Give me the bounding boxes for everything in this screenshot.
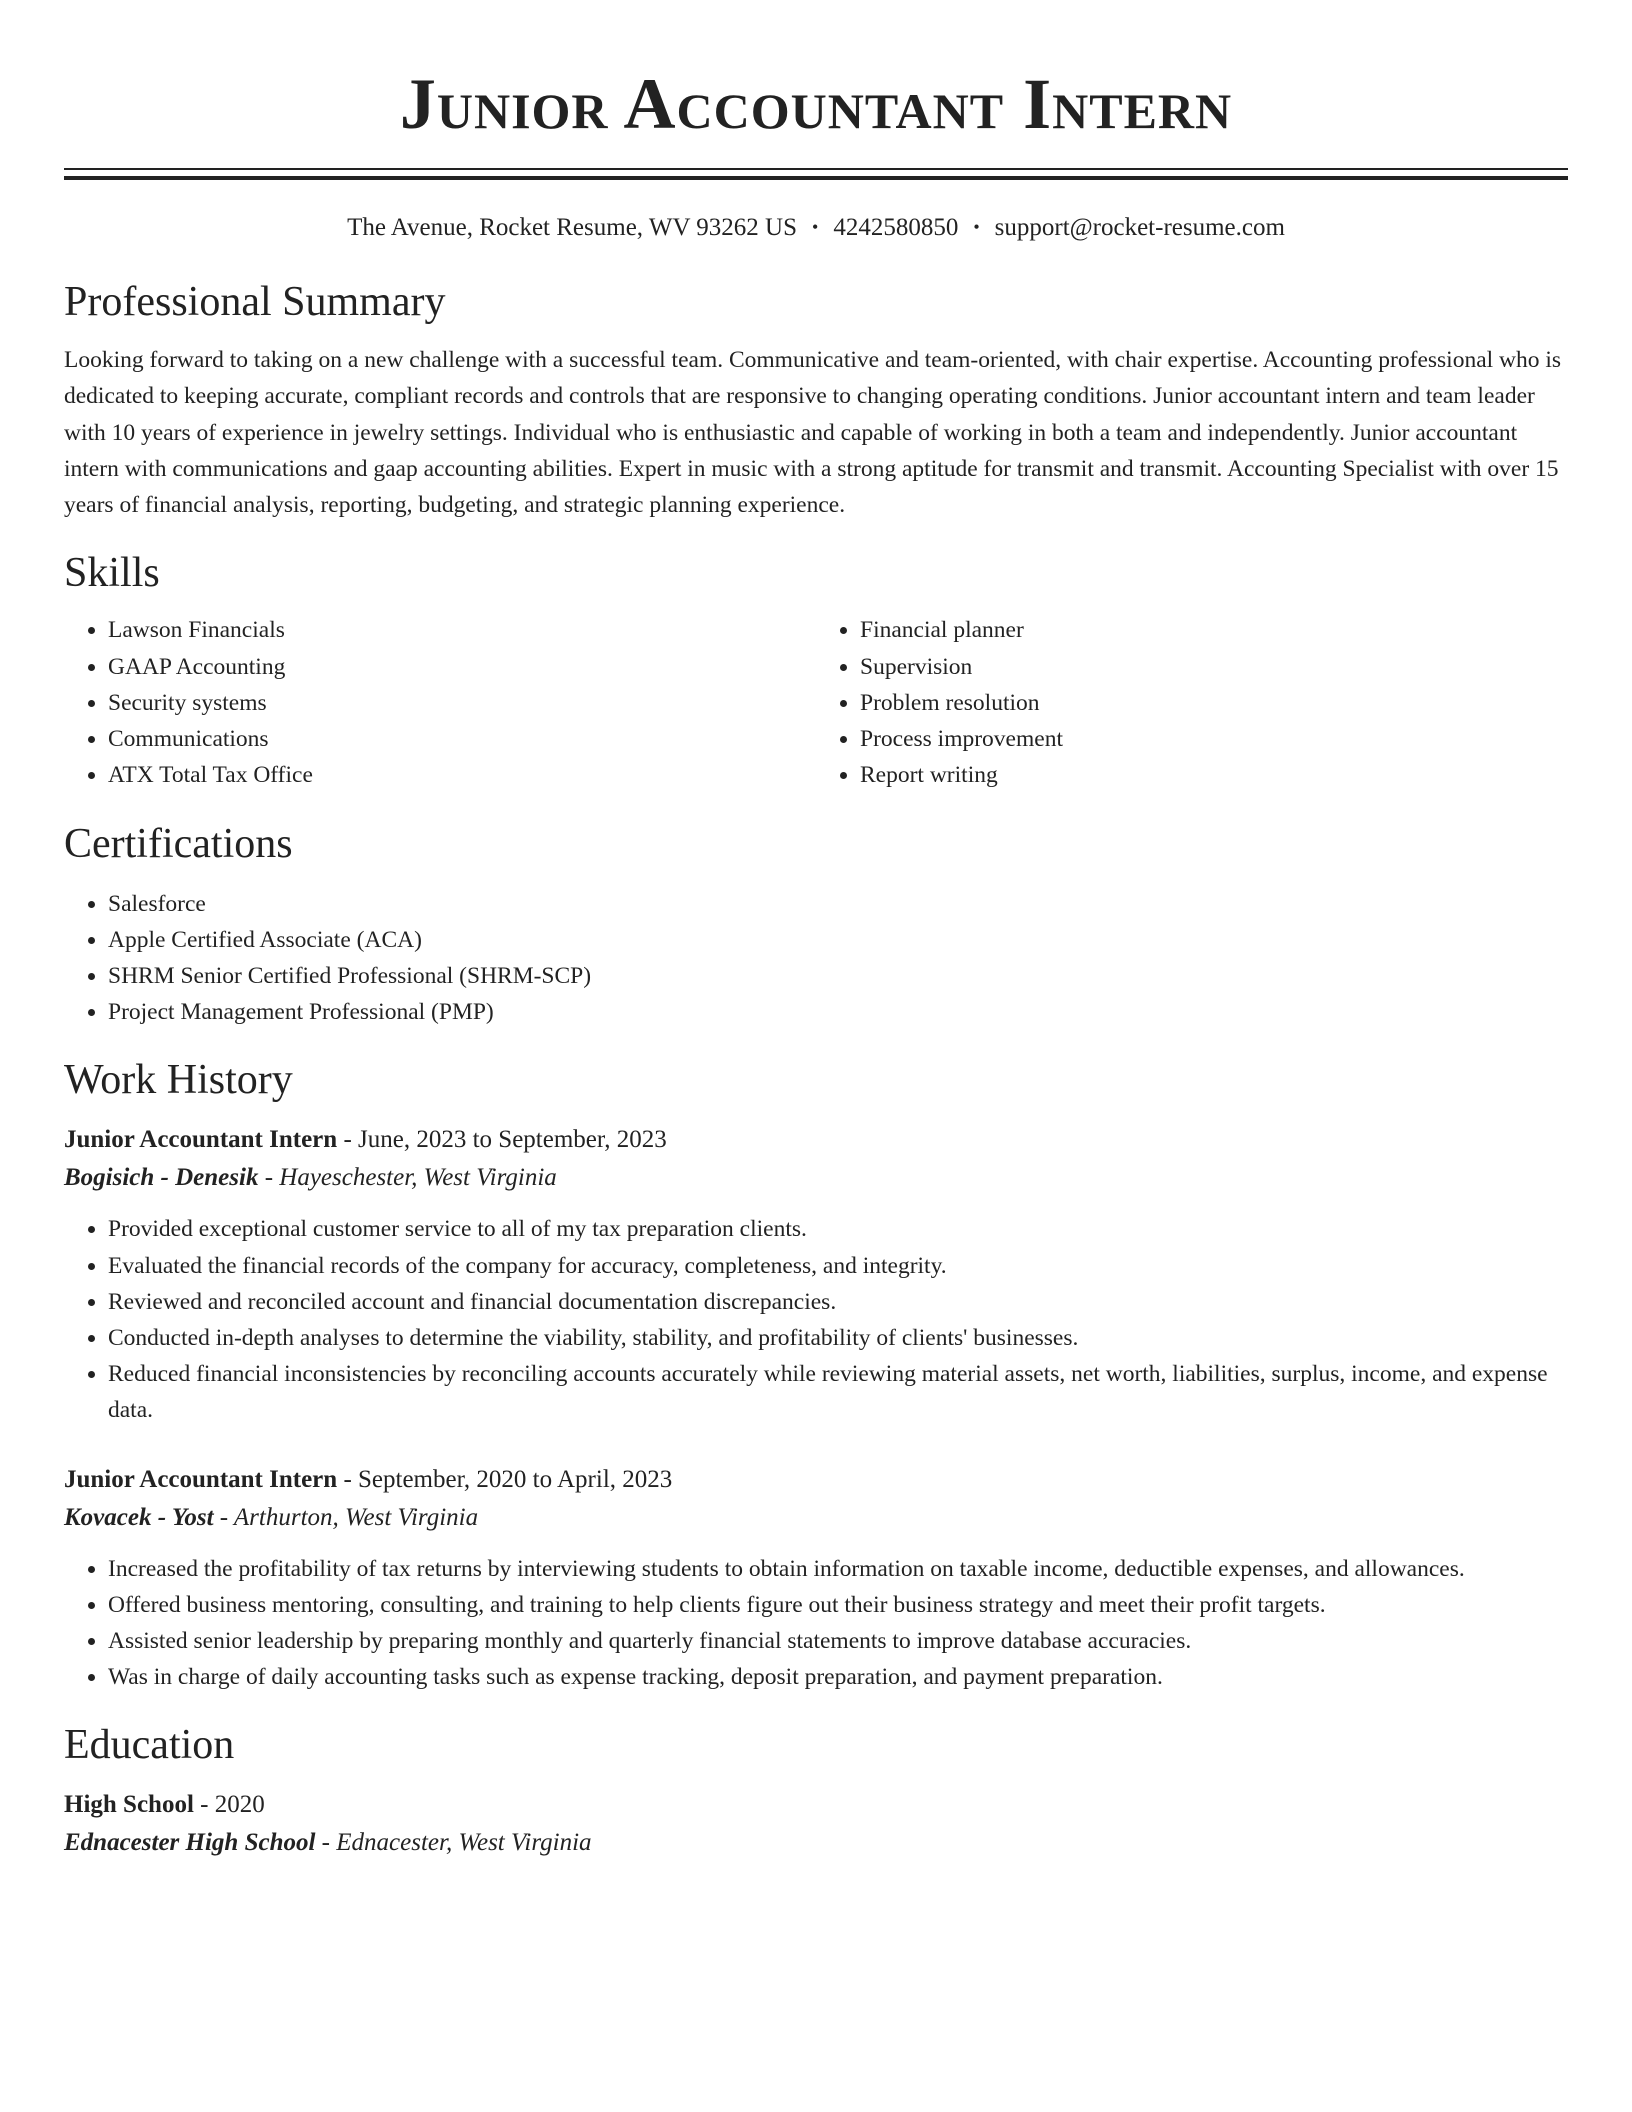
job-bullet: • Assisted senior leadership by preparing monthly and quarterly financial statements to improve database accuracies. [108, 1623, 1568, 1659]
job-company: Bogisich - Denesik [64, 1164, 259, 1192]
certification-item: • Salesforce [108, 886, 1568, 922]
job-bullet: • Reviewed and reconciled account and financial documentation discrepancies. [108, 1284, 1568, 1320]
job-company-line [64, 1159, 1568, 1197]
education-degree-line [64, 1786, 1568, 1824]
job-dates: - September, 2020 to April, 2023 [337, 1465, 673, 1493]
job-bullet: • Offered business mentoring, consulting, and training to help clients figure out their business strategy and meet their profit targets. [108, 1587, 1568, 1623]
skill-item: • Financial planner [860, 612, 1568, 648]
skills-list [64, 612, 1568, 793]
summary-text: Looking forward to taking on a new challenge with a successful team. Communicative and team-oriented, with chair expertise. Accounting professional who is dedicated to keeping accurate, compliant records and controls that are responsive to changing operating conditions. Junior accountant intern and team leader with 10 years of experience in jewelry settings. Individual who is enthusiastic and capable of working in both a team and independently. Junior accountant intern with communications and gaap accounting abilities. Expert in music with a strong aptitude for transmit and transmit. Accounting Specialist with over 15 years of financial analysis, reporting, budgeting, and strategic planning experience. [64, 347, 1562, 519]
skills-column-left [64, 612, 816, 793]
certifications-heading: Certifications [64, 820, 293, 867]
skill-item: • Communications [108, 721, 816, 757]
job-title: Junior Accountant Intern [64, 1126, 338, 1154]
job-title: Junior Accountant Intern [64, 1465, 338, 1493]
job-entry [64, 1121, 1568, 1428]
contact-separator: • [973, 217, 980, 237]
certification-item: • Apple Certified Associate (ACA) [108, 922, 1568, 958]
skill-item: • GAAP Accounting [108, 649, 816, 685]
summary-heading: Professional Summary [64, 279, 446, 325]
job-title-line [64, 1121, 1568, 1159]
resume-page [64, 0, 1568, 1862]
skill-item: • Process improvement [860, 721, 1568, 757]
skill-item: • Lawson Financials [108, 612, 816, 648]
skill-item: • ATX Total Tax Office [108, 757, 816, 793]
job-bullet: • Evaluated the financial records of the company for accuracy, completeness, and integrity. [108, 1248, 1568, 1284]
header-divider [64, 168, 1568, 180]
job-location: - Arthurton, West Virginia [213, 1503, 479, 1531]
job-dates: - June, 2023 to September, 2023 [337, 1126, 667, 1154]
skills-heading: Skills [64, 550, 160, 597]
contact-phone: 4242580850 [833, 214, 959, 241]
certification-item: • SHRM Senior Certified Professional (SHRM-SCP) [108, 958, 1568, 994]
job-bullet: • Provided exceptional customer service to all of my tax preparation clients. [108, 1211, 1568, 1247]
work-history-heading: Work History [64, 1057, 293, 1104]
job-location: - Hayeschester, West Virginia [258, 1164, 557, 1192]
job-bullet: • Conducted in-depth analyses to determine the viability, stability, and profitability of clients' businesses. [108, 1320, 1568, 1356]
education-school-line [64, 1824, 1568, 1862]
skill-item: • Security systems [108, 685, 816, 721]
contact-line [64, 211, 1568, 244]
job-bullet: • Increased the profitability of tax returns by interviewing students to obtain information on taxable income, deductible expenses, and allowances. [108, 1551, 1568, 1587]
job-bullets [64, 1211, 1568, 1428]
contact-email: support@rocket-resume.com [994, 214, 1285, 241]
skill-item: • Problem resolution [860, 685, 1568, 721]
education-location: - Ednacester, West Virginia [315, 1829, 592, 1857]
skill-item: • Supervision [860, 649, 1568, 685]
job-entry [64, 1461, 1568, 1696]
education-degree: High School [64, 1791, 194, 1819]
resume-name: Junior Accountant Intern [399, 64, 1233, 144]
job-company-line [64, 1499, 1568, 1537]
job-title-line [64, 1461, 1568, 1499]
contact-separator: • [812, 217, 819, 237]
education-school: Ednacester High School [64, 1829, 316, 1857]
certifications-list [64, 886, 1568, 1031]
certification-item: • Project Management Professional (PMP) [108, 994, 1568, 1030]
education-year: - 2020 [193, 1791, 265, 1819]
job-company: Kovacek - Yost [64, 1503, 214, 1531]
contact-address: The Avenue, Rocket Resume, WV 93262 US [347, 214, 798, 241]
job-bullet: • Was in charge of daily accounting tasks such as expense tracking, deposit preparation, and payment preparation. [108, 1659, 1568, 1695]
skills-column-right [816, 612, 1568, 793]
job-bullets [64, 1551, 1568, 1696]
education-heading: Education [64, 1722, 235, 1769]
job-bullet: • Reduced financial inconsistencies by reconciling accounts accurately while reviewing material assets, net worth, liabilities, surplus, income, and expense data. [108, 1356, 1568, 1428]
skill-item: • Report writing [860, 757, 1568, 793]
